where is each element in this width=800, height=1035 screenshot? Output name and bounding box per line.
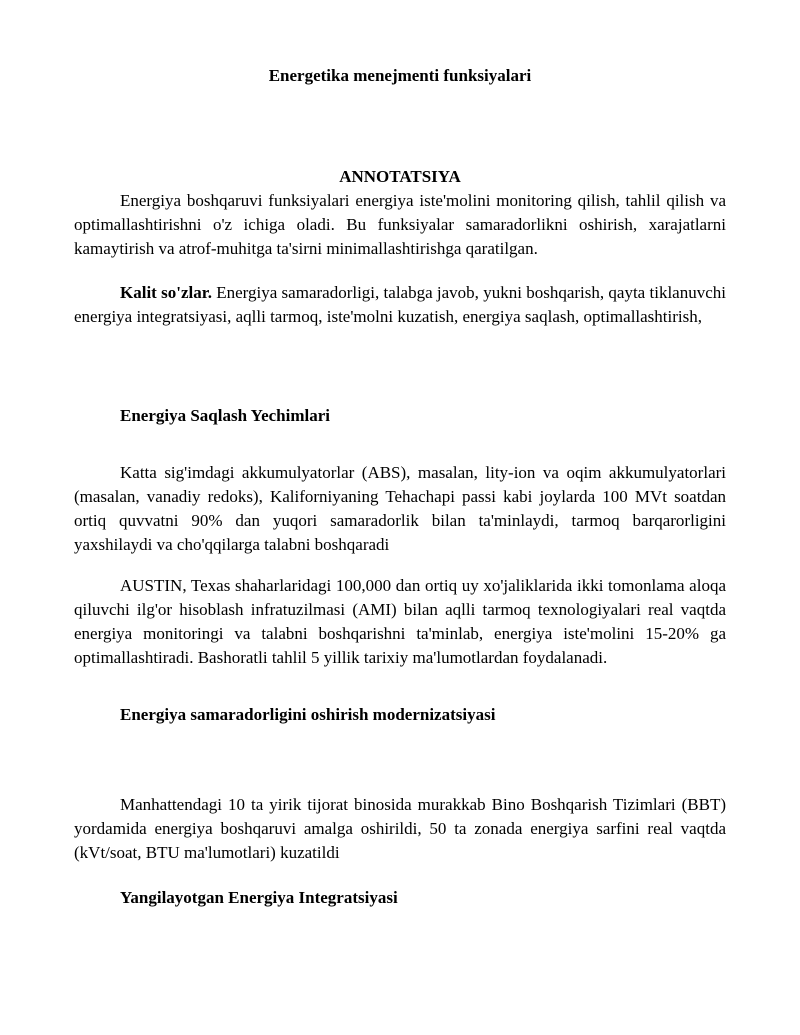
section-heading-renewable-integration: Yangilayotgan Energiya Integratsiyasi	[120, 888, 398, 907]
section-heading-efficiency-modernization: Energiya samaradorligini oshirish modernizatsiyasi	[120, 705, 496, 724]
document-title: Energetika menejmenti funksiyalari	[268, 66, 532, 85]
document-page	[74, 0, 726, 1035]
paragraph-energy-storage-2: AUSTIN, Texas shaharlaridagi 100,000 dan ortiq uy xo'jaliklarida ikki tomonlama aloqa qiluvchi ilg'or hisoblash infratuzilmasi (AMI) bilan aqlli tarmoq texnologiyalari real vaqtda energiya monitoringi va talabni boshqarishni ta'minlab, energiya iste'molini 15-20% ga optimallashtiradi. Bashoratli tahlil 5 yillik tarixiy ma'lumotlardan foydalanadi.	[74, 576, 726, 667]
annotation-heading: ANNOTATSIYA	[339, 167, 461, 186]
section-heading-energy-storage: Energiya Saqlash Yechimlari	[120, 406, 330, 425]
annotation-paragraph: Energiya boshqaruvi funksiyalari energiya iste'molini monitoring qilish, tahlil qilish va optimallashtirishni o'z ichiga oladi. Bu funksiyalar samaradorlikni oshirish, xarajatlarni kamaytirish va atrof-muhitga ta'sirni minimallashtirishga qaratilgan.	[74, 191, 726, 258]
paragraph-energy-storage-1: Katta sig'imdagi akkumulyatorlar (ABS), masalan, lity-ion va oqim akkumulyatorlari (masalan, vanadiy redoks), Kaliforniyaning Tehachapi passi kabi joylarda 100 MVt soatdan ortiq quvvatni 90% dan yuqori samaradorlik bilan ta'minlaydi, tarmoq barqarorligini yaxshilaydi va cho'qqilarga talabni boshqaradi	[74, 463, 726, 554]
keywords-label: Kalit so'zlar.	[120, 283, 212, 302]
keywords-text: Energiya samaradorligi, talabga javob, yukni boshqarish, qayta tiklanuvchi energiya integratsiyasi, aqlli tarmoq, iste'molni kuzatish, energiya saqlash, optimallashtirish,	[74, 283, 726, 326]
keywords-paragraph	[74, 281, 726, 329]
paragraph-efficiency-modernization: Manhattendagi 10 ta yirik tijorat binosida murakkab Bino Boshqarish Tizimlari (BBT) yordamida energiya boshqaruvi amalga oshirildi, 50 ta zonada energiya sarfini real vaqtda (kVt/soat, BTU ma'lumotlari) kuzatildi	[74, 795, 726, 862]
